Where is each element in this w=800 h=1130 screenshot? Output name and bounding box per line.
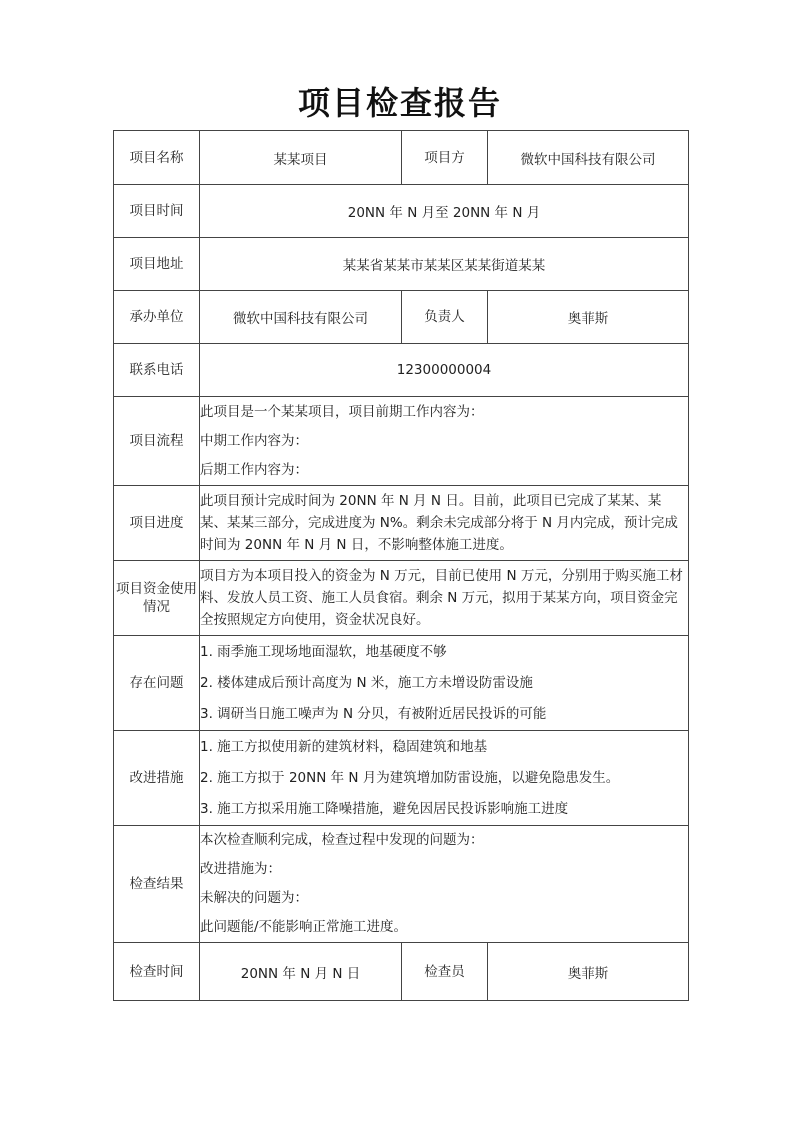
- result-line: 本次检查顺利完成，检查过程中发现的问题为：: [200, 832, 484, 848]
- issue-item: 2. 楼体建成后预计高度为 N 米，施工方未增设防雷设施: [200, 674, 533, 691]
- process-content: [200, 397, 689, 486]
- project-name-label: 项目名称: [114, 131, 200, 185]
- row-inspection: [114, 943, 689, 1001]
- row-result: [114, 826, 689, 943]
- measure-item: 2. 施工方拟于 20NN 年 N 月为建筑增加防雷设施，以避免隐患发生。: [200, 769, 620, 786]
- funds-label: 项目资金使用情况: [114, 561, 200, 636]
- inspection-time-value: 20NN 年 N 月 N 日: [200, 943, 402, 1001]
- funds-content: 项目方为本项目投入的资金为 N 万元，目前已使用 N 万元，分别用于购买施工材料、发放人员工资、施工人员食宿。剩余 N 万元，拟用于某某方向，项目资金完全按照规定方向使用，资金状况良好。: [200, 561, 689, 636]
- organizer-label: 承办单位: [114, 291, 200, 344]
- process-line: 后期工作内容为：: [200, 461, 308, 478]
- result-content: [200, 826, 689, 943]
- result-line: 改进措施为：: [200, 861, 281, 877]
- row-project-address: [114, 238, 689, 291]
- project-address-value: 某某省某某市某某区某某街道某某: [200, 238, 689, 291]
- project-party-value: 微软中国科技有限公司: [488, 131, 689, 185]
- result-label: 检查结果: [114, 826, 200, 943]
- organizer-value: 微软中国科技有限公司: [200, 291, 402, 344]
- phone-label: 联系电话: [114, 344, 200, 397]
- row-organizer: [114, 291, 689, 344]
- project-time-value: 20NN 年 N 月至 20NN 年 N 月: [200, 185, 689, 238]
- process-label: 项目流程: [114, 397, 200, 486]
- report-table: [113, 130, 689, 1001]
- measure-item: 1. 施工方拟使用新的建筑材料，稳固建筑和地基: [200, 738, 488, 755]
- row-issues: [114, 636, 689, 731]
- row-funds: [114, 561, 689, 636]
- result-line: 未解决的问题为：: [200, 890, 308, 906]
- process-line: 中期工作内容为：: [200, 432, 308, 449]
- phone-value: 12300000004: [200, 344, 689, 397]
- page-title: 项目检查报告: [297, 84, 502, 122]
- row-phone: [114, 344, 689, 397]
- result-line: 此问题能/不能影响正常施工进度。: [200, 919, 408, 935]
- progress-content: 此项目预计完成时间为 20NN 年 N 月 N 日。目前，此项目已完成了某某、某某、某某三部分，完成进度为 N%。剩余未完成部分将于 N 月内完成，预计完成时间为 20NN 年 N 月 N 日，不影响整体施工进度。: [200, 486, 689, 561]
- issues-content: [200, 636, 689, 731]
- project-name-value: 某某项目: [200, 131, 402, 185]
- inspector-label: 检查员: [402, 943, 488, 1001]
- row-measures: [114, 731, 689, 826]
- measures-label: 改进措施: [114, 731, 200, 826]
- progress-label: 项目进度: [114, 486, 200, 561]
- inspection-time-label: 检查时间: [114, 943, 200, 1001]
- inspector-value: 奥菲斯: [488, 943, 689, 1001]
- responsible-value: 奥菲斯: [488, 291, 689, 344]
- project-party-label: 项目方: [402, 131, 488, 185]
- project-time-label: 项目时间: [114, 185, 200, 238]
- project-address-label: 项目地址: [114, 238, 200, 291]
- row-project-name: [114, 131, 689, 185]
- issue-item: 1. 雨季施工现场地面湿软，地基硬度不够: [200, 643, 447, 660]
- row-project-time: [114, 185, 689, 238]
- responsible-label: 负责人: [402, 291, 488, 344]
- measures-content: [200, 731, 689, 826]
- row-process: [114, 397, 689, 486]
- issue-item: 3. 调研当日施工噪声为 N 分贝，有被附近居民投诉的可能: [200, 705, 547, 722]
- issues-label: 存在问题: [114, 636, 200, 731]
- process-line: 此项目是一个某某项目，项目前期工作内容为：: [200, 403, 484, 420]
- row-progress: [114, 486, 689, 561]
- measure-item: 3. 施工方拟采用施工降噪措施，避免因居民投诉影响施工进度: [200, 800, 569, 817]
